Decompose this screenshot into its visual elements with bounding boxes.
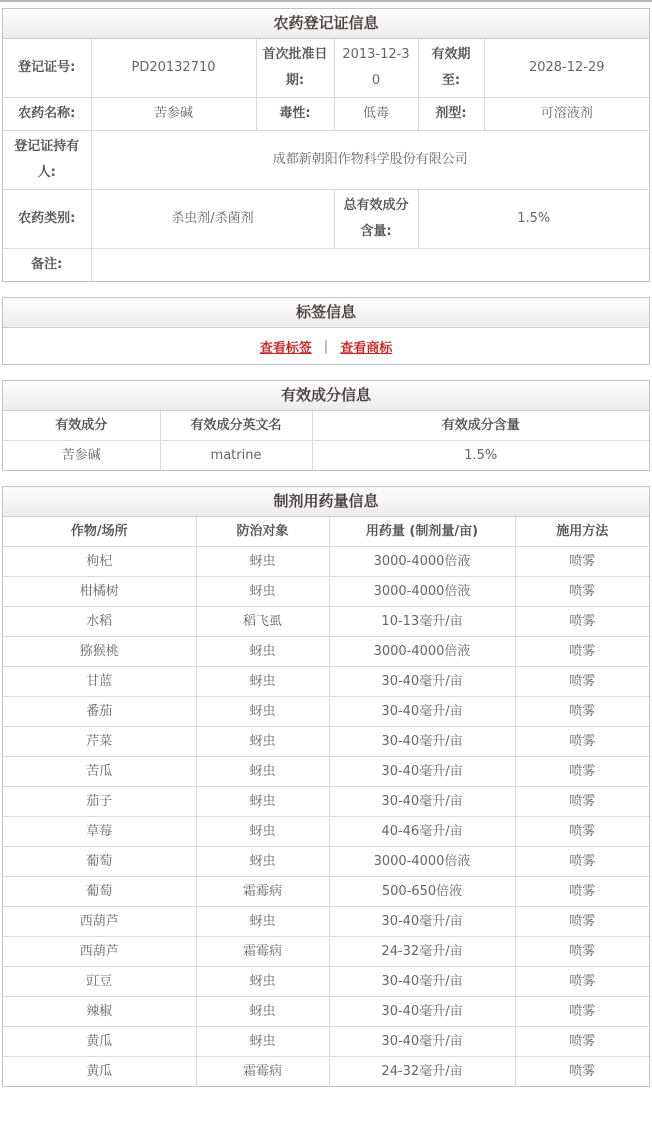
cell-amount: 3000-4000倍液 <box>329 847 515 877</box>
field-value-formulation: 可溶液剂 <box>484 98 649 131</box>
links-separator: | <box>323 338 329 354</box>
table-row <box>3 441 649 471</box>
cell-amount: 24-32毫升/亩 <box>329 1057 515 1087</box>
table-row <box>3 967 649 997</box>
field-value-holder: 成都新朝阳作物科学股份有限公司 <box>91 131 649 190</box>
page-top-divider <box>0 0 652 2</box>
table-row <box>3 637 649 667</box>
cell-amount: 30-40毫升/亩 <box>329 997 515 1027</box>
cell-target: 蚜虫 <box>196 997 329 1027</box>
cell-method: 喷雾 <box>515 967 649 997</box>
field-label-category: 农药类别: <box>3 190 91 249</box>
col-header-english-name: 有效成分英文名 <box>160 411 312 441</box>
cell-amount: 30-40毫升/亩 <box>329 1027 515 1057</box>
cell-amount: 40-46毫升/亩 <box>329 817 515 847</box>
field-label-holder: 登记证持有人: <box>3 131 91 190</box>
cell-method: 喷雾 <box>515 637 649 667</box>
cell-amount: 10-13毫升/亩 <box>329 607 515 637</box>
cell-crop: 西葫芦 <box>3 937 196 967</box>
cell-ingredient-english: matrine <box>160 441 312 471</box>
field-value-category: 杀虫剂/杀菌剂 <box>91 190 334 249</box>
table-row <box>3 607 649 637</box>
table-row <box>3 817 649 847</box>
field-value-toxicity: 低毒 <box>334 98 418 131</box>
table-row <box>3 847 649 877</box>
field-label-toxicity: 毒性: <box>256 98 334 131</box>
cell-target: 蚜虫 <box>196 847 329 877</box>
cell-ingredient-content: 1.5% <box>312 441 649 471</box>
cell-crop: 芹菜 <box>3 727 196 757</box>
panel-dosage <box>2 486 650 1087</box>
cell-ingredient-name: 苦参碱 <box>3 441 160 471</box>
cell-crop: 甘蓝 <box>3 667 196 697</box>
cell-target: 蚜虫 <box>196 697 329 727</box>
field-value-remark <box>91 249 649 282</box>
cell-method: 喷雾 <box>515 607 649 637</box>
cell-target: 蚜虫 <box>196 907 329 937</box>
cell-target: 蚜虫 <box>196 787 329 817</box>
cell-crop: 黄瓜 <box>3 1027 196 1057</box>
cell-target: 蚜虫 <box>196 577 329 607</box>
cell-crop: 辣椒 <box>3 997 196 1027</box>
cell-method: 喷雾 <box>515 1027 649 1057</box>
cell-target: 蚜虫 <box>196 667 329 697</box>
cell-crop: 黄瓜 <box>3 1057 196 1087</box>
field-label-first-approval: 首次批准日期: <box>256 39 334 98</box>
cell-method: 喷雾 <box>515 757 649 787</box>
col-header-crop: 作物/场所 <box>3 517 196 547</box>
cell-target: 蚜虫 <box>196 727 329 757</box>
table-row <box>3 547 649 577</box>
panel-registration-title: 农药登记证信息 <box>3 9 649 39</box>
field-value-reg-no: PD20132710 <box>91 39 256 98</box>
table-row <box>3 1027 649 1057</box>
cell-method: 喷雾 <box>515 787 649 817</box>
cell-method: 喷雾 <box>515 907 649 937</box>
cell-crop: 葡萄 <box>3 877 196 907</box>
cell-crop: 苦瓜 <box>3 757 196 787</box>
field-label-pesticide-name: 农药名称: <box>3 98 91 131</box>
panel-dosage-title: 制剂用药量信息 <box>3 487 649 517</box>
cell-crop: 茄子 <box>3 787 196 817</box>
cell-amount: 30-40毫升/亩 <box>329 757 515 787</box>
cell-target: 霜霉病 <box>196 877 329 907</box>
table-row <box>3 667 649 697</box>
col-header-amount: 用药量 (制剂量/亩) <box>329 517 515 547</box>
cell-crop: 水稻 <box>3 607 196 637</box>
field-label-formulation: 剂型: <box>418 98 484 131</box>
cell-crop: 葡萄 <box>3 847 196 877</box>
cell-crop: 西葫芦 <box>3 907 196 937</box>
cell-amount: 500-650倍液 <box>329 877 515 907</box>
cell-method: 喷雾 <box>515 937 649 967</box>
field-label-valid-until: 有效期至: <box>418 39 484 98</box>
field-label-reg-no: 登记证号: <box>3 39 91 98</box>
field-value-total-content: 1.5% <box>418 190 649 249</box>
cell-amount: 3000-4000倍液 <box>329 577 515 607</box>
cell-crop: 枸杞 <box>3 547 196 577</box>
cell-crop: 草莓 <box>3 817 196 847</box>
cell-target: 霜霉病 <box>196 1057 329 1087</box>
col-header-target: 防治对象 <box>196 517 329 547</box>
table-row <box>3 907 649 937</box>
panel-registration <box>2 8 650 282</box>
dosage-table <box>3 517 649 1086</box>
field-label-remark: 备注: <box>3 249 91 282</box>
cell-target: 稻飞虱 <box>196 607 329 637</box>
table-row <box>3 39 649 98</box>
field-value-first-approval: 2013-12-30 <box>334 39 418 98</box>
cell-crop: 猕猴桃 <box>3 637 196 667</box>
cell-target: 蚜虫 <box>196 547 329 577</box>
table-row <box>3 787 649 817</box>
cell-amount: 30-40毫升/亩 <box>329 787 515 817</box>
cell-amount: 24-32毫升/亩 <box>329 937 515 967</box>
table-row <box>3 131 649 190</box>
ingredients-table <box>3 411 649 470</box>
cell-target: 蚜虫 <box>196 817 329 847</box>
cell-method: 喷雾 <box>515 877 649 907</box>
table-row <box>3 997 649 1027</box>
field-value-pesticide-name: 苦参碱 <box>91 98 256 131</box>
cell-method: 喷雾 <box>515 1057 649 1087</box>
cell-crop: 豇豆 <box>3 967 196 997</box>
view-trademark-link[interactable]: 查看商标 <box>340 340 393 356</box>
field-label-total-content: 总有效成分含量: <box>334 190 418 249</box>
registration-table <box>3 39 649 281</box>
panel-ingredients-title: 有效成分信息 <box>3 381 649 411</box>
cell-amount: 3000-4000倍液 <box>329 637 515 667</box>
panel-label-info <box>2 297 650 365</box>
cell-method: 喷雾 <box>515 727 649 757</box>
cell-target: 蚜虫 <box>196 967 329 997</box>
cell-amount: 3000-4000倍液 <box>329 547 515 577</box>
table-row <box>3 249 649 282</box>
cell-target: 霜霉病 <box>196 937 329 967</box>
table-row <box>3 877 649 907</box>
cell-amount: 30-40毫升/亩 <box>329 967 515 997</box>
cell-target: 蚜虫 <box>196 1027 329 1057</box>
cell-crop: 柑橘树 <box>3 577 196 607</box>
table-row <box>3 1057 649 1087</box>
panel-label-info-title: 标签信息 <box>3 298 649 328</box>
view-label-link[interactable]: 查看标签 <box>259 340 312 356</box>
table-row <box>3 727 649 757</box>
table-row <box>3 98 649 131</box>
cell-method: 喷雾 <box>515 997 649 1027</box>
cell-target: 蚜虫 <box>196 757 329 787</box>
cell-amount: 30-40毫升/亩 <box>329 697 515 727</box>
panel-ingredients <box>2 380 650 471</box>
cell-target: 蚜虫 <box>196 637 329 667</box>
col-header-method: 施用方法 <box>515 517 649 547</box>
table-row <box>3 757 649 787</box>
label-links-row <box>3 328 649 364</box>
table-row <box>3 937 649 967</box>
cell-method: 喷雾 <box>515 817 649 847</box>
table-row <box>3 697 649 727</box>
cell-amount: 30-40毫升/亩 <box>329 667 515 697</box>
table-row <box>3 190 649 249</box>
cell-method: 喷雾 <box>515 667 649 697</box>
cell-crop: 番茄 <box>3 697 196 727</box>
table-header-row <box>3 517 649 547</box>
table-row <box>3 577 649 607</box>
col-header-ingredient: 有效成分 <box>3 411 160 441</box>
col-header-content: 有效成分含量 <box>312 411 649 441</box>
cell-method: 喷雾 <box>515 847 649 877</box>
cell-amount: 30-40毫升/亩 <box>329 727 515 757</box>
cell-method: 喷雾 <box>515 547 649 577</box>
field-value-valid-until: 2028-12-29 <box>484 39 649 98</box>
table-header-row <box>3 411 649 441</box>
cell-method: 喷雾 <box>515 697 649 727</box>
cell-amount: 30-40毫升/亩 <box>329 907 515 937</box>
cell-method: 喷雾 <box>515 577 649 607</box>
